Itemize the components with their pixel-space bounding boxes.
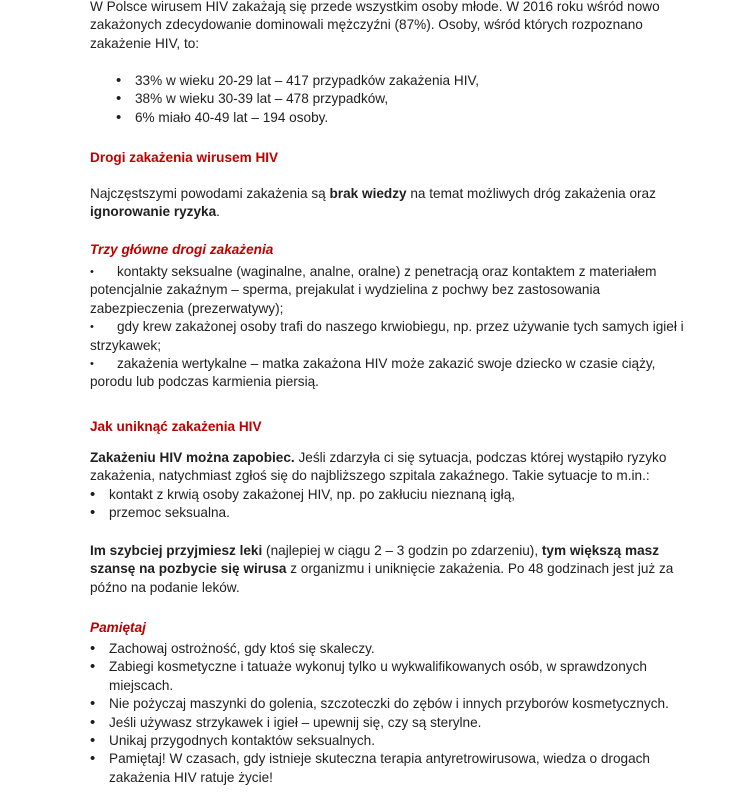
section-heading-three-routes: Trzy główne drogi zakażenia xyxy=(90,242,274,257)
avoid-text: Jeśli zdarzyła ci się sytuacja, podczas której wystąpiło ryzyko zakażenia, natychmiast zgłoś się do najbliższego szpitala zakaźnego. Takie sytuacje to m.in.: xyxy=(90,450,667,484)
meds-text-1: (najlepiej w ciągu 2 – 3 godzin po zdarzeniu), xyxy=(262,543,542,558)
routes-text-2: na temat możliwych dróg zakażenia oraz xyxy=(406,186,656,201)
list-item: • 6% miało 40-49 lat – 194 osoby. xyxy=(90,109,694,127)
list-item: • Unikaj przygodnych kontaktów seksualnych. xyxy=(90,732,694,750)
list-item: • Zachowaj ostrożność, gdy ktoś się skaleczy. xyxy=(90,640,694,658)
list-item: • Zabiegi kosmetyczne i tatuaże wykonuj tylko u wykwalifikowanych osób, w sprawdzonych miejscach. xyxy=(90,658,694,695)
section-heading-routes: Drogi zakażenia wirusem HIV xyxy=(90,150,279,165)
meds-text-2: z organizmu i uniknięcie zakażenia. Po 48 godzinach jest już za późno na podanie leków. xyxy=(90,561,674,595)
list-item: • przemoc seksualna. xyxy=(90,504,694,522)
list-item: • gdy krew zakażonej osoby trafi do naszego krwiobiegu, np. przez używanie tych samych igieł i strzykawek; xyxy=(90,319,684,353)
remember-bullet-list xyxy=(90,640,694,787)
section-heading-remember: Pamiętaj xyxy=(90,620,146,635)
routes-text-1: Najczęstszymi powodami zakażenia są xyxy=(90,186,330,201)
list-item: • kontakty seksualne (waginalne, analne, oralne) z penetracją oraz kontaktem z materiałem potencjalnie zakaźnym – sperma, prejakulat i wydzielina z pochwy bez zastosowania zabezpieczenia (prezerwatywy); xyxy=(90,264,657,316)
list-item: • zakażenia wertykalne – matka zakażona HIV może zakazić swoje dziecko w czasie ciąży, porodu lub podczas karmienia piersią. xyxy=(90,356,656,390)
three-routes-list xyxy=(90,263,694,392)
list-item: • Pamiętaj! W czasach, gdy istnieje skuteczna terapia antyretrowirusowa, wiedza o drogach zakażenia HIV ratuje życie! xyxy=(90,750,694,787)
routes-bold-1: brak wiedzy xyxy=(329,186,407,201)
list-item-text: zakażenia wertykalne – matka zakażona HIV może zakazić swoje dziecko w czasie ciąży, porodu lub podczas karmienia piersią. xyxy=(90,356,656,390)
list-item: • 38% w wieku 30-39 lat – 478 przypadków, xyxy=(90,90,694,108)
list-item: • 33% w wieku 20-29 lat – 417 przypadków zakażenia HIV, xyxy=(90,72,694,90)
meds-bold-1: Im szybciej przyjmiesz leki xyxy=(90,543,263,558)
list-item: • kontakt z krwią osoby zakażonej HIV, np. po zakłuciu nieznaną igłą, xyxy=(90,486,694,504)
list-item-text: gdy krew zakażonej osoby trafi do naszego krwiobiegu, np. przez używanie tych samych igieł i strzykawek; xyxy=(90,319,684,353)
list-item: • Nie pożyczaj maszynki do golenia, szczoteczki do zębów i innych przyborów kosmetycznych. xyxy=(90,695,694,713)
section-heading-avoid: Jak uniknąć zakażenia HIV xyxy=(90,419,262,434)
avoid-paragraph xyxy=(90,449,694,486)
routes-paragraph xyxy=(90,185,694,222)
meds-paragraph xyxy=(90,542,694,597)
routes-bold-2: ignorowanie ryzyka xyxy=(90,204,217,220)
routes-text-3: . xyxy=(216,204,220,220)
avoid-bold: Zakażeniu HIV można zapobiec. xyxy=(90,450,295,465)
list-item: • Jeśli używasz strzykawek i igieł – upewnij się, czy są sterylne. xyxy=(90,714,694,732)
intro-bullet-list xyxy=(90,72,694,127)
meds-bold-2: tym większą masz szansę na pozbycie się wirusa xyxy=(90,543,660,577)
list-item-text: kontakty seksualne (waginalne, analne, oralne) z penetracją oraz kontaktem z materiałem potencjalnie zakaźnym – sperma, prejakulat i wydzielina z pochwy bez zastosowania zabezpieczenia (prezerwatywy); xyxy=(90,264,657,316)
avoid-bullet-list xyxy=(90,486,694,523)
intro-paragraph: W Polsce wirusem HIV zakażają się przede wszystkim osoby młode. W 2016 roku wśród nowo zakażonych zdecydowanie dominowali mężczyźni (87%). Osoby, wśród których rozpoznano zakażenie HIV, to: xyxy=(90,0,660,51)
